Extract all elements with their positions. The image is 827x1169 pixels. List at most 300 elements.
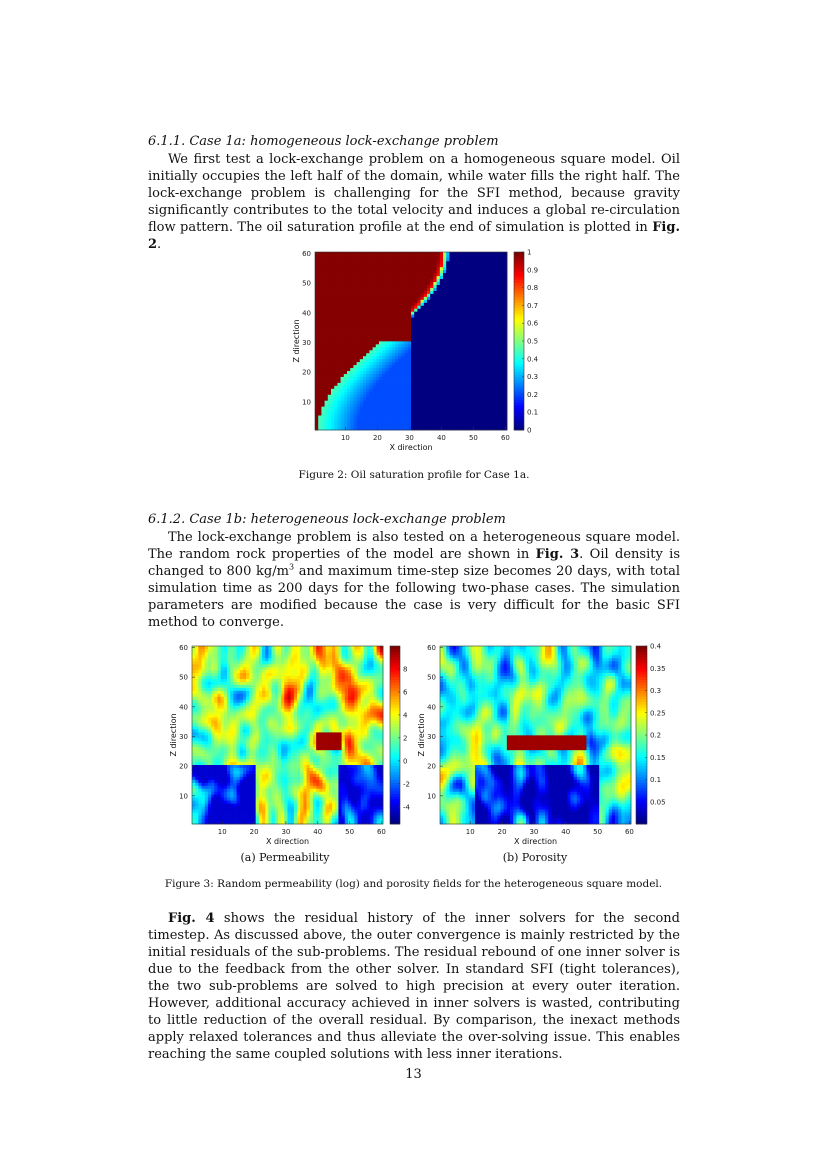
heatmap-cell bbox=[252, 658, 256, 661]
heatmap-cell bbox=[325, 377, 329, 380]
heatmap-cell bbox=[198, 688, 202, 691]
heatmap-cell bbox=[369, 341, 373, 344]
heatmap-cell bbox=[494, 285, 498, 288]
heatmap-cell bbox=[389, 294, 393, 297]
heatmap-cell bbox=[334, 270, 338, 273]
heatmap-cell bbox=[214, 741, 218, 744]
heatmap-cell bbox=[421, 279, 425, 282]
heatmap-cell bbox=[475, 294, 479, 297]
heatmap-cell bbox=[385, 421, 389, 424]
heatmap-cell bbox=[382, 359, 386, 362]
heatmap-cell bbox=[214, 723, 218, 726]
heatmap-cell bbox=[453, 371, 457, 374]
heatmap-cell bbox=[424, 350, 428, 353]
heatmap-cell bbox=[357, 261, 361, 264]
heatmap-cell bbox=[469, 285, 473, 288]
heatmap-cell bbox=[433, 320, 437, 323]
heatmap-cell bbox=[469, 335, 473, 338]
colorbar-swatch bbox=[514, 335, 524, 338]
heatmap-cell bbox=[408, 338, 412, 341]
heatmap-cell bbox=[366, 276, 370, 279]
heatmap-cell bbox=[208, 676, 212, 679]
heatmap-cell bbox=[433, 285, 437, 288]
heatmap-cell bbox=[350, 317, 354, 320]
heatmap-cell bbox=[192, 797, 196, 800]
heatmap-cell bbox=[252, 809, 256, 812]
heatmap-cell bbox=[230, 762, 234, 765]
heatmap-cell bbox=[491, 282, 495, 285]
heatmap-cell bbox=[417, 279, 421, 282]
heatmap-cell bbox=[318, 344, 322, 347]
heatmap-cell bbox=[366, 383, 370, 386]
heatmap-cell bbox=[344, 270, 348, 273]
heatmap-cell bbox=[334, 386, 338, 389]
heatmap-cell bbox=[214, 797, 218, 800]
heatmap-cell bbox=[373, 415, 377, 418]
heatmap-cell bbox=[205, 726, 209, 729]
heatmap-cell bbox=[382, 264, 386, 267]
heatmap-cell bbox=[246, 756, 250, 759]
heatmap-cell bbox=[414, 409, 418, 412]
heatmap-cell bbox=[401, 264, 405, 267]
heatmap-cell bbox=[337, 299, 341, 302]
heatmap-cell bbox=[472, 252, 476, 255]
heatmap-cell bbox=[315, 267, 319, 270]
heatmap-cell bbox=[481, 341, 485, 344]
heatmap-cell bbox=[357, 308, 361, 311]
heatmap-cell bbox=[252, 699, 256, 702]
heatmap-cell bbox=[446, 294, 450, 297]
heatmap-cell bbox=[321, 412, 325, 415]
heatmap-cell bbox=[249, 759, 253, 762]
heatmap-cell bbox=[334, 424, 338, 427]
heatmap-cell bbox=[205, 806, 209, 809]
heatmap-cell bbox=[208, 723, 212, 726]
heatmap-cell bbox=[494, 391, 498, 394]
heatmap-cell bbox=[221, 794, 225, 797]
heatmap-cell bbox=[453, 267, 457, 270]
heatmap-cell bbox=[198, 818, 202, 821]
heatmap-cell bbox=[243, 658, 247, 661]
heatmap-cell bbox=[249, 735, 253, 738]
heatmap-cell bbox=[491, 383, 495, 386]
heatmap-cell bbox=[401, 294, 405, 297]
heatmap-cell bbox=[414, 365, 418, 368]
heatmap-cell bbox=[363, 326, 367, 329]
heatmap-cell bbox=[424, 320, 428, 323]
heatmap-cell bbox=[501, 350, 505, 353]
heatmap-cell bbox=[321, 270, 325, 273]
heatmap-cell bbox=[501, 329, 505, 332]
heatmap-cell bbox=[363, 386, 367, 389]
heatmap-cell bbox=[430, 418, 434, 421]
heatmap-cell bbox=[369, 415, 373, 418]
heatmap-cell bbox=[341, 332, 345, 335]
heatmap-cell bbox=[446, 415, 450, 418]
heatmap-cell bbox=[481, 323, 485, 326]
heatmap-cell bbox=[240, 691, 244, 694]
heatmap-cell bbox=[379, 388, 383, 391]
heatmap-cell bbox=[389, 267, 393, 270]
heatmap-cell bbox=[205, 782, 209, 785]
heatmap-cell bbox=[485, 383, 489, 386]
heatmap-cell bbox=[208, 800, 212, 803]
heatmap-cell bbox=[198, 723, 202, 726]
heatmap-cell bbox=[449, 338, 453, 341]
heatmap-cell bbox=[497, 270, 501, 273]
heatmap-cell bbox=[344, 314, 348, 317]
heatmap-cell bbox=[318, 365, 322, 368]
heatmap-cell bbox=[318, 314, 322, 317]
heatmap-cell bbox=[252, 788, 256, 791]
heatmap-cell bbox=[478, 317, 482, 320]
heatmap-cell bbox=[475, 264, 479, 267]
heatmap-cell bbox=[398, 341, 402, 344]
heatmap-cell bbox=[456, 383, 460, 386]
heatmap-cell bbox=[192, 782, 196, 785]
heatmap-cell bbox=[334, 252, 338, 255]
heatmap-cell bbox=[421, 394, 425, 397]
heatmap-cell bbox=[347, 400, 351, 403]
heatmap-cell bbox=[237, 785, 241, 788]
heatmap-cell bbox=[192, 771, 196, 774]
heatmap-cell bbox=[357, 255, 361, 258]
colorbar-swatch bbox=[514, 291, 524, 294]
x-tick-label: 50 bbox=[468, 434, 478, 442]
heatmap-cell bbox=[211, 797, 215, 800]
heatmap-cell bbox=[395, 332, 399, 335]
heatmap-cell bbox=[205, 818, 209, 821]
heatmap-cell bbox=[192, 785, 196, 788]
heatmap-cell bbox=[214, 765, 218, 768]
heatmap-cell bbox=[382, 255, 386, 258]
heatmap-cell bbox=[389, 285, 393, 288]
heatmap-cell bbox=[488, 394, 492, 397]
heatmap-cell bbox=[501, 282, 505, 285]
heatmap-cell bbox=[398, 285, 402, 288]
colorbar-swatch bbox=[514, 416, 524, 419]
heatmap-cell bbox=[353, 380, 357, 383]
heatmap-cell bbox=[366, 391, 370, 394]
heatmap-cell bbox=[357, 258, 361, 261]
figure-2 bbox=[268, 244, 558, 458]
heatmap-cell bbox=[497, 338, 501, 341]
heatmap-cell bbox=[494, 338, 498, 341]
heatmap-cell bbox=[369, 406, 373, 409]
heatmap-cell bbox=[430, 276, 434, 279]
heatmap-cell bbox=[224, 670, 228, 673]
heatmap-cell bbox=[360, 282, 364, 285]
heatmap-cell bbox=[211, 705, 215, 708]
heatmap-cell bbox=[256, 661, 260, 664]
heatmap-cell bbox=[224, 780, 228, 783]
heatmap-cell bbox=[331, 311, 335, 314]
heatmap-cell bbox=[214, 649, 218, 652]
heatmap-cell bbox=[485, 394, 489, 397]
heatmap-cells bbox=[192, 646, 383, 824]
heatmap-cell bbox=[398, 359, 402, 362]
heatmap-cell bbox=[347, 383, 351, 386]
heatmap-cell bbox=[485, 291, 489, 294]
heatmap-cell bbox=[208, 774, 212, 777]
heatmap-cell bbox=[449, 424, 453, 427]
heatmap-cell bbox=[475, 368, 479, 371]
heatmap-cell bbox=[382, 311, 386, 314]
heatmap-cell bbox=[214, 702, 218, 705]
heatmap-cell bbox=[256, 747, 260, 750]
heatmap-cell bbox=[202, 806, 206, 809]
heatmap-cell bbox=[497, 353, 501, 356]
heatmap-cell bbox=[449, 311, 453, 314]
heatmap-cell bbox=[427, 329, 431, 332]
heatmap-cell bbox=[421, 329, 425, 332]
heatmap-cell bbox=[353, 329, 357, 332]
heatmap-cell bbox=[366, 362, 370, 365]
heatmap-cell bbox=[325, 359, 329, 362]
heatmap-cell bbox=[488, 288, 492, 291]
heatmap-cell bbox=[205, 696, 209, 699]
heatmap-cell bbox=[192, 803, 196, 806]
heatmap-cell bbox=[353, 374, 357, 377]
x-tick-label: 10 bbox=[340, 434, 350, 442]
heatmap-cell bbox=[237, 670, 241, 673]
heatmap-cell bbox=[417, 350, 421, 353]
heatmap-cell bbox=[453, 418, 457, 421]
heatmap-cell bbox=[337, 412, 341, 415]
heatmap-cell bbox=[369, 311, 373, 314]
heatmap-cell bbox=[315, 305, 319, 308]
heatmap-cell bbox=[491, 314, 495, 317]
heatmap-cell bbox=[405, 421, 409, 424]
heatmap-cell bbox=[221, 688, 225, 691]
heatmap-cell bbox=[195, 782, 199, 785]
heatmap-cell bbox=[240, 782, 244, 785]
heatmap-cell bbox=[315, 374, 319, 377]
heatmap-cell bbox=[398, 338, 402, 341]
heatmap-cell bbox=[465, 288, 469, 291]
heatmap-cell bbox=[341, 308, 345, 311]
heatmap-cell bbox=[475, 329, 479, 332]
heatmap-cell bbox=[427, 302, 431, 305]
heatmap-cell bbox=[205, 699, 209, 702]
heatmap-cell bbox=[456, 282, 460, 285]
heatmap-cell bbox=[353, 276, 357, 279]
heatmap-cell bbox=[230, 809, 234, 812]
heatmap-cell bbox=[328, 294, 332, 297]
heatmap-cell bbox=[392, 388, 396, 391]
heatmap-cell bbox=[430, 317, 434, 320]
heatmap-cell bbox=[249, 812, 253, 815]
heatmap-cell bbox=[360, 258, 364, 261]
heatmap-cell bbox=[243, 664, 247, 667]
heatmap-cell bbox=[334, 383, 338, 386]
heatmap-cell bbox=[456, 386, 460, 389]
heatmap-cell bbox=[385, 273, 389, 276]
heatmap-cell bbox=[443, 261, 447, 264]
heatmap-cell bbox=[475, 270, 479, 273]
heatmap-cell bbox=[392, 338, 396, 341]
heatmap-cell bbox=[202, 735, 206, 738]
heatmap-cell bbox=[414, 294, 418, 297]
heatmap-cell bbox=[353, 285, 357, 288]
heatmap-cell bbox=[208, 673, 212, 676]
heatmap-cell bbox=[465, 252, 469, 255]
heatmap-cell bbox=[417, 305, 421, 308]
heatmap-cell bbox=[246, 708, 250, 711]
heatmap-cell bbox=[462, 317, 466, 320]
heatmap-cell bbox=[395, 285, 399, 288]
heatmap-cell bbox=[211, 771, 215, 774]
heatmap-cell bbox=[440, 362, 444, 365]
heatmap-cell bbox=[392, 285, 396, 288]
heatmap-cell bbox=[472, 276, 476, 279]
heatmap-cell bbox=[382, 400, 386, 403]
heatmap-cell bbox=[227, 714, 231, 717]
heatmap-cell bbox=[233, 667, 237, 670]
heatmap-cell bbox=[249, 726, 253, 729]
heatmap-cell bbox=[331, 406, 335, 409]
heatmap-cell bbox=[411, 317, 415, 320]
heatmap-cell bbox=[328, 326, 332, 329]
heatmap-cell bbox=[357, 380, 361, 383]
heatmap-cell bbox=[214, 679, 218, 682]
heatmap-cell bbox=[478, 335, 482, 338]
heatmap-cell bbox=[331, 338, 335, 341]
heatmap-cell bbox=[382, 406, 386, 409]
heatmap-cell bbox=[411, 282, 415, 285]
heatmap-cell bbox=[497, 282, 501, 285]
heatmap-cell bbox=[202, 717, 206, 720]
heatmap-cell bbox=[353, 394, 357, 397]
heatmap-cell bbox=[485, 371, 489, 374]
heatmap-cell bbox=[318, 323, 322, 326]
heatmap-cell bbox=[205, 753, 209, 756]
heatmap-cell bbox=[472, 386, 476, 389]
heatmap-cell bbox=[475, 341, 479, 344]
heatmap-cell bbox=[341, 365, 345, 368]
heatmap-cell bbox=[385, 258, 389, 261]
heatmap-cell bbox=[459, 270, 463, 273]
heatmap-cell bbox=[230, 726, 234, 729]
heatmap-cell bbox=[249, 655, 253, 658]
heatmap-cell bbox=[459, 252, 463, 255]
heatmap-cell bbox=[456, 415, 460, 418]
heatmap-cell bbox=[494, 418, 498, 421]
heatmap-cell bbox=[494, 335, 498, 338]
heatmap-cell bbox=[481, 397, 485, 400]
heatmap-cell bbox=[433, 297, 437, 300]
heatmap-cell bbox=[230, 782, 234, 785]
heatmap-cell bbox=[481, 380, 485, 383]
heatmap-cell bbox=[440, 359, 444, 362]
heatmap-cell bbox=[315, 285, 319, 288]
heatmap-cell bbox=[465, 377, 469, 380]
heatmap-cell bbox=[408, 359, 412, 362]
heatmap-cell bbox=[376, 264, 380, 267]
heatmap-cell bbox=[331, 291, 335, 294]
heatmap-cell bbox=[328, 279, 332, 282]
heatmap-cell bbox=[237, 747, 241, 750]
heatmap-cell bbox=[469, 424, 473, 427]
heatmap-cell bbox=[453, 350, 457, 353]
heatmap-cell bbox=[318, 421, 322, 424]
heatmap-cell bbox=[456, 377, 460, 380]
heatmap-cell bbox=[478, 362, 482, 365]
heatmap-cell bbox=[421, 353, 425, 356]
heatmap-cell bbox=[385, 288, 389, 291]
heatmap-cell bbox=[421, 317, 425, 320]
heatmap-cell bbox=[230, 774, 234, 777]
heatmap-cell bbox=[334, 314, 338, 317]
heatmap-cell bbox=[341, 421, 345, 424]
heatmap-cell bbox=[217, 785, 221, 788]
heatmap-cell bbox=[401, 267, 405, 270]
heatmap-cell bbox=[392, 335, 396, 338]
heatmap-cell bbox=[211, 702, 215, 705]
paragraph-case-1a bbox=[148, 151, 680, 253]
heatmap-cell bbox=[488, 380, 492, 383]
heatmap-cell bbox=[379, 335, 383, 338]
heatmap-cell bbox=[246, 649, 250, 652]
heatmap-cell bbox=[195, 685, 199, 688]
heatmap-cell bbox=[227, 717, 231, 720]
heatmap-cell bbox=[389, 409, 393, 412]
heatmap-cell bbox=[392, 344, 396, 347]
heatmap-cell bbox=[249, 806, 253, 809]
heatmap-cell bbox=[385, 406, 389, 409]
heatmap-cell bbox=[325, 326, 329, 329]
heatmap-cell bbox=[347, 311, 351, 314]
heatmap-cell bbox=[475, 403, 479, 406]
heatmap-cell bbox=[214, 782, 218, 785]
heatmap-cell bbox=[237, 771, 241, 774]
heatmap-cell bbox=[494, 397, 498, 400]
heatmap-cell bbox=[341, 406, 345, 409]
heatmap-cell bbox=[237, 744, 241, 747]
heatmap-cell bbox=[408, 273, 412, 276]
heatmap-cell bbox=[424, 329, 428, 332]
heatmap-cell bbox=[456, 297, 460, 300]
heatmap-cell bbox=[424, 326, 428, 329]
heatmap-cell bbox=[237, 699, 241, 702]
heatmap-cell bbox=[208, 720, 212, 723]
heatmap-cell bbox=[437, 285, 441, 288]
heatmap-cell bbox=[224, 791, 228, 794]
heatmap-cell bbox=[341, 276, 345, 279]
heatmap-cell bbox=[459, 261, 463, 264]
heatmap-cell bbox=[331, 412, 335, 415]
heatmap-cell bbox=[398, 323, 402, 326]
heatmap-cell bbox=[395, 341, 399, 344]
heatmap-cell bbox=[237, 646, 241, 649]
heatmap-cell bbox=[430, 409, 434, 412]
heatmap-cell bbox=[221, 818, 225, 821]
heatmap-cell bbox=[373, 388, 377, 391]
heatmap-cell bbox=[214, 699, 218, 702]
heatmap-cell bbox=[350, 335, 354, 338]
heatmap-cell bbox=[478, 380, 482, 383]
heatmap-cell bbox=[478, 329, 482, 332]
heatmap-cell bbox=[481, 394, 485, 397]
heatmap-cell bbox=[424, 338, 428, 341]
heatmap-cell bbox=[350, 421, 354, 424]
heatmap-cell bbox=[401, 359, 405, 362]
heatmap-cell bbox=[221, 756, 225, 759]
heatmap-cell bbox=[446, 308, 450, 311]
heatmap-cell bbox=[427, 258, 431, 261]
heatmap-cell bbox=[472, 412, 476, 415]
heatmap-cell bbox=[465, 344, 469, 347]
